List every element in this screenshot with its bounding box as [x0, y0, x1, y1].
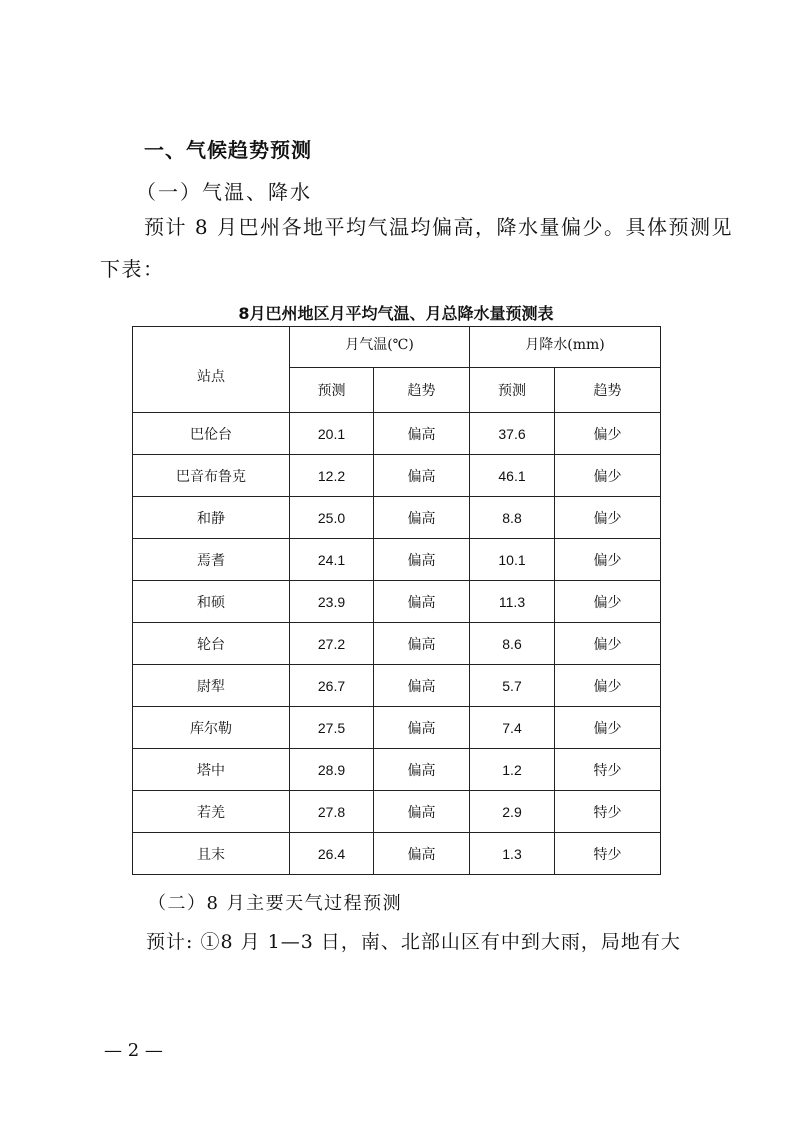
cell-precip-forecast: 5.7 — [470, 665, 555, 707]
cell-precip-forecast: 2.9 — [470, 791, 555, 833]
subheader-temp-forecast: 预测 — [290, 368, 374, 413]
forecast-table — [132, 326, 661, 875]
cell-station: 库尔勒 — [133, 707, 290, 749]
header-monthly-temp: 月气温(℃) — [290, 327, 470, 368]
cell-temp-forecast: 25.0 — [290, 497, 374, 539]
cell-temp-forecast: 28.9 — [290, 749, 374, 791]
cell-temp-trend: 偏高 — [374, 581, 470, 623]
cell-temp-forecast: 20.1 — [290, 413, 374, 455]
section-heading: 一、气候趋势预测 — [144, 138, 312, 162]
table-row — [133, 665, 661, 707]
cell-precip-trend: 偏少 — [555, 539, 661, 581]
table-row — [133, 455, 661, 497]
cell-station: 巴伦台 — [133, 413, 290, 455]
cell-station: 塔中 — [133, 749, 290, 791]
intro-paragraph-line1: 预计 8 月巴州各地平均气温均偏高，降水量偏少。具体预测见 — [144, 215, 733, 239]
cell-precip-forecast: 7.4 — [470, 707, 555, 749]
subheader-precip-trend: 趋势 — [555, 368, 661, 413]
cell-temp-trend: 偏高 — [374, 497, 470, 539]
cell-station: 且末 — [133, 833, 290, 875]
cell-temp-forecast: 26.4 — [290, 833, 374, 875]
cell-temp-trend: 偏高 — [374, 833, 470, 875]
table-caption: 8月巴州地区月平均气温、月总降水量预测表 — [238, 304, 554, 323]
cell-temp-trend: 偏高 — [374, 455, 470, 497]
cell-precip-forecast: 1.2 — [470, 749, 555, 791]
cell-precip-trend: 偏少 — [555, 665, 661, 707]
table-row — [133, 497, 661, 539]
cell-station: 轮台 — [133, 623, 290, 665]
cell-precip-forecast: 1.3 — [470, 833, 555, 875]
table-row — [133, 707, 661, 749]
cell-precip-trend: 偏少 — [555, 581, 661, 623]
header-monthly-precip: 月降水(mm) — [470, 327, 661, 368]
cell-precip-trend: 特少 — [555, 833, 661, 875]
cell-temp-forecast: 27.5 — [290, 707, 374, 749]
table-row — [133, 581, 661, 623]
cell-temp-forecast: 27.2 — [290, 623, 374, 665]
table-row — [133, 623, 661, 665]
table-row — [133, 833, 661, 875]
cell-temp-forecast: 27.8 — [290, 791, 374, 833]
cell-precip-trend: 偏少 — [555, 413, 661, 455]
cell-precip-forecast: 11.3 — [470, 581, 555, 623]
cell-station: 若羌 — [133, 791, 290, 833]
table-row — [133, 749, 661, 791]
cell-precip-trend: 偏少 — [555, 455, 661, 497]
cell-temp-forecast: 23.9 — [290, 581, 374, 623]
table-row — [133, 539, 661, 581]
subheader-precip-forecast: 预测 — [470, 368, 555, 413]
forecast-table-body — [133, 327, 661, 875]
cell-station: 和硕 — [133, 581, 290, 623]
cell-temp-trend: 偏高 — [374, 665, 470, 707]
cell-temp-forecast: 24.1 — [290, 539, 374, 581]
cell-precip-trend: 偏少 — [555, 497, 661, 539]
subheader-temp-trend: 趋势 — [374, 368, 470, 413]
cell-temp-trend: 偏高 — [374, 623, 470, 665]
cell-precip-forecast: 10.1 — [470, 539, 555, 581]
cell-station: 焉耆 — [133, 539, 290, 581]
table-header-row — [133, 327, 661, 368]
cell-temp-trend: 偏高 — [374, 539, 470, 581]
table-row — [133, 413, 661, 455]
cell-precip-trend: 特少 — [555, 791, 661, 833]
cell-precip-forecast: 8.8 — [470, 497, 555, 539]
cell-precip-trend: 特少 — [555, 749, 661, 791]
cell-precip-trend: 偏少 — [555, 623, 661, 665]
table-row — [133, 791, 661, 833]
cell-temp-trend: 偏高 — [374, 413, 470, 455]
page-number: — 2 — — [104, 1040, 163, 1061]
cell-temp-trend: 偏高 — [374, 707, 470, 749]
cell-precip-forecast: 46.1 — [470, 455, 555, 497]
cell-station: 尉犁 — [133, 665, 290, 707]
cell-temp-trend: 偏高 — [374, 791, 470, 833]
header-station: 站点 — [133, 327, 290, 413]
intro-paragraph-line2: 下表： — [100, 257, 165, 281]
cell-precip-forecast: 37.6 — [470, 413, 555, 455]
cell-precip-trend: 偏少 — [555, 707, 661, 749]
weather-process-paragraph: 预计: ①8 月 1—3 日，南、北部山区有中到大雨，局地有大 — [146, 931, 681, 953]
subsection-heading-weather-process: （二）8 月主要天气过程预测 — [148, 893, 403, 914]
cell-station: 和静 — [133, 497, 290, 539]
cell-temp-forecast: 12.2 — [290, 455, 374, 497]
subsection-heading-temp-precip: （一）气温、降水 — [136, 180, 312, 204]
cell-station: 巴音布鲁克 — [133, 455, 290, 497]
cell-precip-forecast: 8.6 — [470, 623, 555, 665]
cell-temp-forecast: 26.7 — [290, 665, 374, 707]
cell-temp-trend: 偏高 — [374, 749, 470, 791]
